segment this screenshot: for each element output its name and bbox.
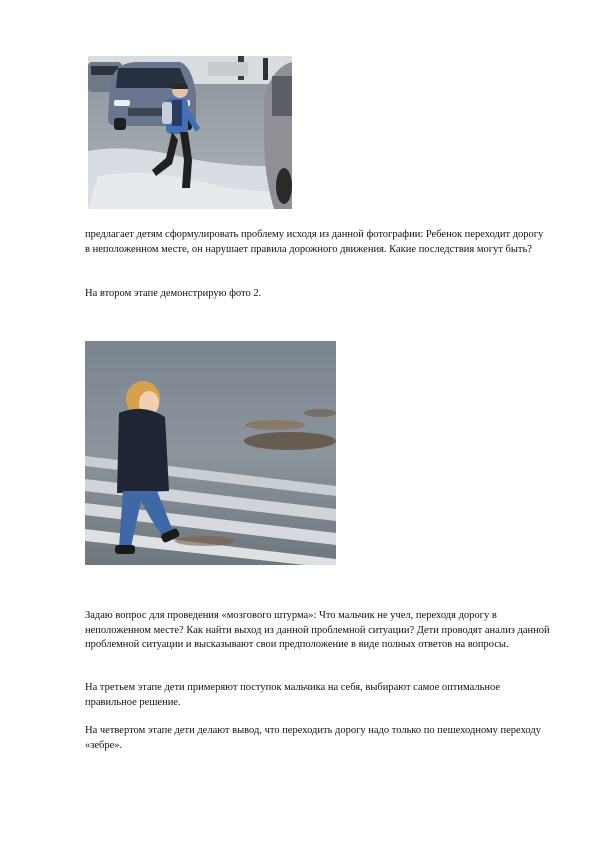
photo-boy-on-crosswalk xyxy=(85,341,336,565)
paragraph-brainstorm-question: Задаю вопрос для проведения «мозгового штурма»: Что мальчик не учел, переходя дорогу в неположенном месте? Как найти выход из данной проблемной ситуации? Дети проводят анализ данной проблемной ситуации и высказывают свои предположение в виде полных ответов на вопросы. xyxy=(85,610,550,650)
photo-child-crossing-street-image xyxy=(88,56,292,209)
paragraph-problem-statement: предлагает детям сформулировать проблему исходя из данной фотографии: Ребенок переходит дорогу в неположенном месте, он нарушает правила дорожного движения. Какие последствия могут быть? xyxy=(85,229,544,255)
paragraph-stage-four: На четвертом этапе дети делают вывод, что переходить дорогу надо только по пешеходному переходу «зебре». xyxy=(85,725,541,751)
paragraph-stage-three: На третьем этапе дети примеряют поступок мальчика на себя, выбирают самое оптимальное правильное решение. xyxy=(85,682,501,708)
paragraph-stage-two: На втором этапе демонстрирую фото 2. xyxy=(85,288,262,299)
photo-child-crossing-street xyxy=(88,56,292,209)
photo-boy-on-crosswalk-image xyxy=(85,341,336,565)
